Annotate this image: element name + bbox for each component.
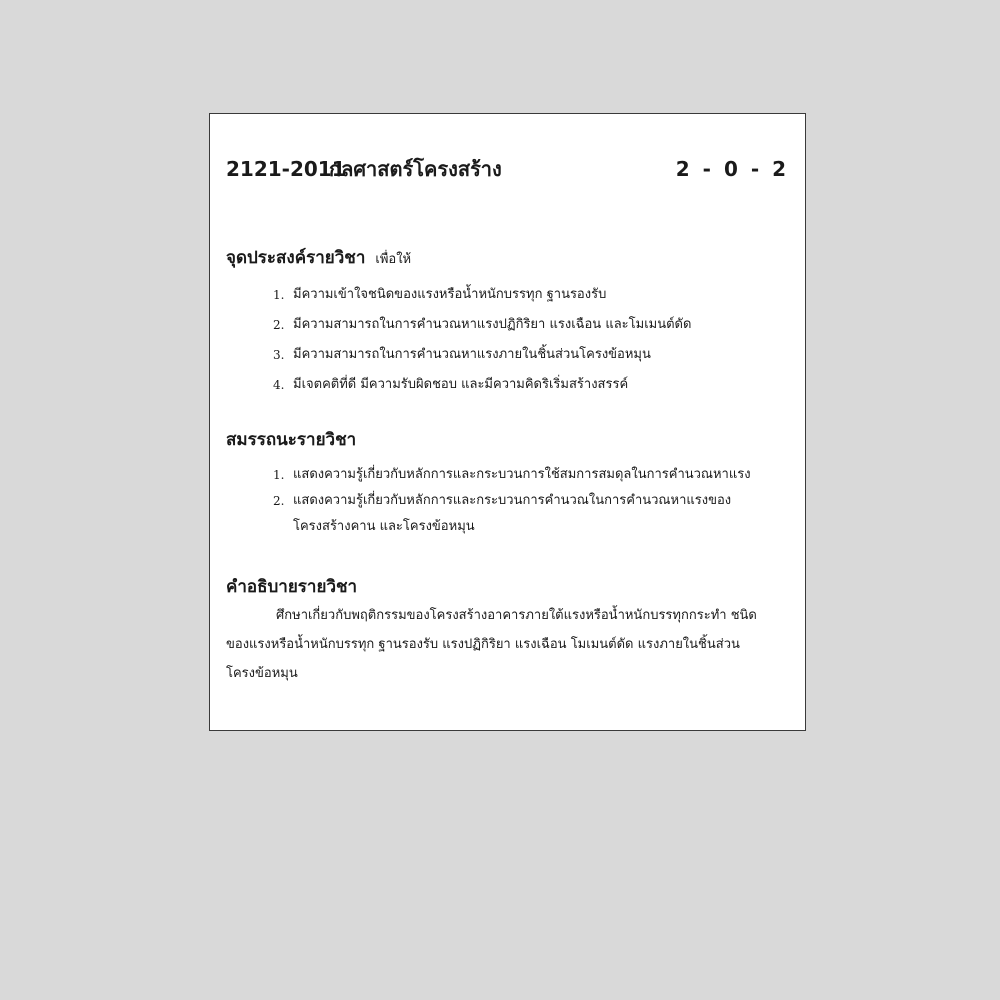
item-text: มีความเข้าใจชนิดของแรงหรือน้ำหนักบรรทุก ฐานรองรับ xyxy=(293,287,607,302)
list-item xyxy=(273,462,795,488)
objectives-heading xyxy=(226,247,411,271)
item-number: 2. xyxy=(273,494,285,508)
list-item xyxy=(273,374,795,404)
item-number: 4. xyxy=(273,378,285,392)
course-code: 2121-2011 xyxy=(226,157,346,181)
item-number: 1. xyxy=(273,288,285,302)
item-text-continued: โครงสร้างคาน และโครงข้อหมุน xyxy=(293,519,475,534)
item-text: แสดงความรู้เกี่ยวกับหลักการและกระบวนการใช้สมการสมดุลในการคำนวณหาแรง xyxy=(293,467,751,482)
description-heading-text: คำอธิบายรายวิชา xyxy=(226,577,358,597)
description-body xyxy=(226,601,793,688)
list-item xyxy=(273,344,795,374)
objectives-list xyxy=(273,284,795,404)
item-text: มีความสามารถในการคำนวณหาแรงภายในชิ้นส่วนโครงข้อหมุน xyxy=(293,347,651,362)
item-text: มีเจตคติที่ดี มีความรับผิดชอบ และมีความคิดริเริ่มสร้างสรรค์ xyxy=(293,377,629,392)
competencies-heading xyxy=(226,429,356,451)
competencies-heading-text: สมรรถนะรายวิชา xyxy=(226,430,357,450)
course-title-row xyxy=(226,154,789,184)
item-text: แสดงความรู้เกี่ยวกับหลักการและกระบวนการคำนวณในการคำนวณหาแรงของ xyxy=(293,493,732,508)
objectives-heading-text: จุดประสงค์รายวิชา xyxy=(226,248,366,268)
course-card xyxy=(209,113,806,731)
list-item xyxy=(273,314,795,344)
objectives-heading-sub: เพื่อให้ xyxy=(375,252,412,267)
competencies-list xyxy=(273,462,795,540)
list-item xyxy=(273,488,795,540)
description-line: โครงข้อหมุน xyxy=(226,666,298,681)
description-line: ของแรงหรือน้ำหนักบรรทุก ฐานรองรับ แรงปฏิกิริยา แรงเฉือน โมเมนต์ดัด แรงภายในชิ้นส่วน xyxy=(226,637,740,652)
course-name: กลศาสตร์โครงสร้าง xyxy=(329,157,502,181)
item-number: 2. xyxy=(273,318,285,332)
description-heading xyxy=(226,576,357,598)
course-credits: 2 - 0 - 2 xyxy=(675,157,789,181)
description-line: ศึกษาเกี่ยวกับพฤติกรรมของโครงสร้างอาคารภายใต้แรงหรือน้ำหนักบรรทุกกระทำ ชนิด xyxy=(276,608,757,623)
list-item xyxy=(273,284,795,314)
item-number: 3. xyxy=(273,348,285,362)
item-text: มีความสามารถในการคำนวณหาแรงปฏิกิริยา แรงเฉือน และโมเมนต์ดัด xyxy=(293,317,692,332)
item-number: 1. xyxy=(273,468,285,482)
